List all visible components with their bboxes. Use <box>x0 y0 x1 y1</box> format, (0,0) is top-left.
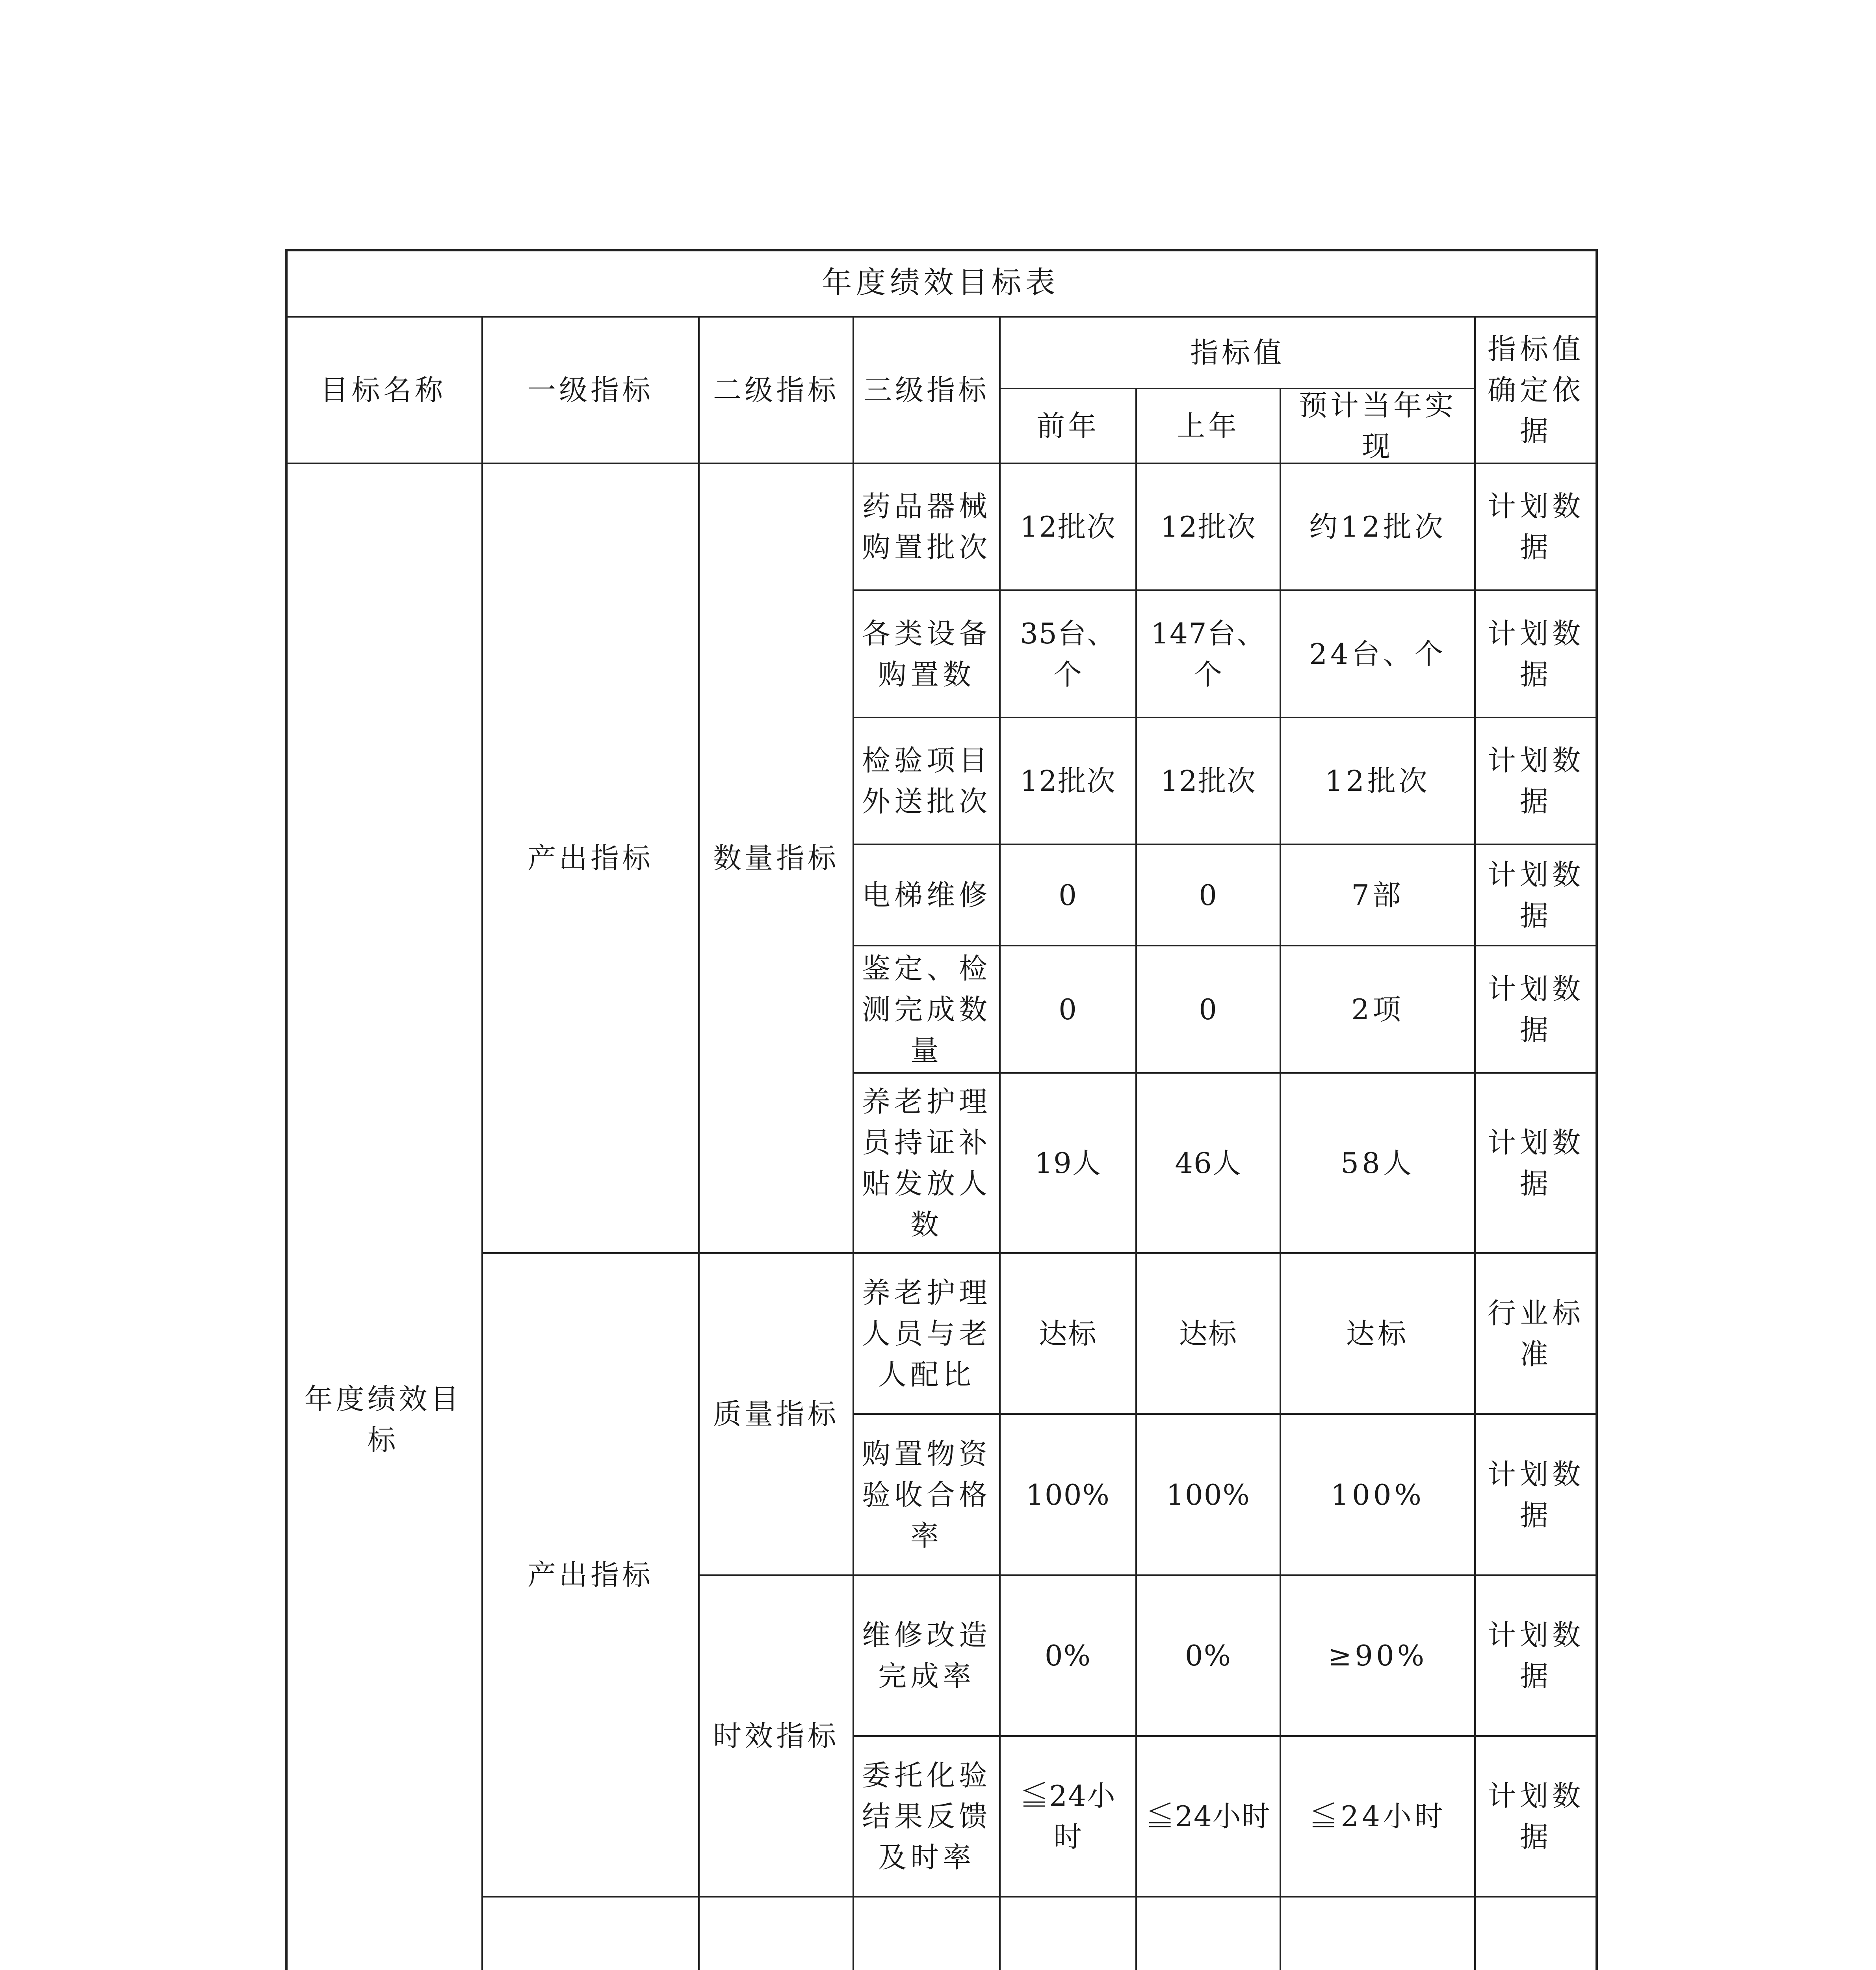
row-expected-value-cell <box>1281 464 1476 591</box>
row-prev-year-value-cell <box>1001 1737 1137 1898</box>
row-indicator-name: 各类设备购置数 <box>862 617 991 691</box>
performance-target-table <box>285 249 1598 1970</box>
row-basis-value: 计划数据 <box>1487 744 1584 818</box>
table-title: 年度绩效目标表 <box>822 265 1059 300</box>
row-indicator-name-cell <box>854 946 1001 1074</box>
row-prev-year-value: 0% <box>1044 1639 1092 1672</box>
header-last-year: 上年 <box>1137 389 1281 464</box>
row-expected-value-cell <box>1281 1737 1476 1898</box>
row-indicator-name-cell <box>854 845 1001 946</box>
row-expected-value: 7部 <box>1351 878 1404 912</box>
row-indicator-name: 电梯维修 <box>862 878 991 912</box>
row-expected-value: 12批次 <box>1325 764 1430 797</box>
row-last-year-value: 0 <box>1199 992 1218 1026</box>
header-indicator-value: 指标值 <box>1001 318 1476 389</box>
row-last-year-value-cell <box>1137 464 1281 591</box>
row-expected-value: 约12批次 <box>1309 510 1446 543</box>
row-basis-value-cell <box>1476 1737 1598 1898</box>
header-target-name: 目标名称 <box>285 318 483 464</box>
row-expected-value-cell <box>1281 946 1476 1074</box>
row-basis-value: 计划数据 <box>1487 1457 1584 1532</box>
row-basis-value-cell <box>1476 1576 1598 1737</box>
row-expected-value-cell <box>1281 591 1476 718</box>
row-last-year-value-cell <box>1137 1254 1281 1415</box>
level2-quantity: 数量指标 <box>700 464 854 1254</box>
row-expected-value: 100% <box>1331 1478 1425 1511</box>
row-last-year-value-cell <box>1137 1576 1281 1737</box>
row-expected-value: ≥90% <box>1328 1639 1428 1672</box>
row-prev-year-value: 达标 <box>1038 1317 1097 1350</box>
row-last-year-value-cell <box>1137 1898 1281 1970</box>
row-expected-value-cell <box>1281 1898 1476 1970</box>
row-prev-year-value-cell <box>1001 845 1137 946</box>
level2-social-benefit <box>700 1898 854 1970</box>
row-indicator-name: 鉴定、检测完成数量 <box>862 952 991 1067</box>
level1-output-a: 产出指标 <box>483 464 700 1254</box>
row-basis-value-cell <box>1476 718 1598 845</box>
row-last-year-value: 100% <box>1166 1478 1250 1511</box>
row-basis-value-cell <box>1476 1254 1598 1415</box>
row-last-year-value: 达标 <box>1179 1317 1237 1350</box>
row-last-year-value: ≦24小时 <box>1146 1800 1271 1833</box>
row-last-year-value: 0 <box>1199 878 1218 912</box>
row-last-year-value: 0% <box>1185 1639 1232 1672</box>
row-basis-value: 计划数据 <box>1487 1779 1584 1853</box>
row-prev-year-value-cell <box>1001 718 1137 845</box>
header-expected: 预计当年实现 <box>1281 389 1476 464</box>
row-indicator-name-cell <box>854 1576 1001 1737</box>
row-indicator-name-cell <box>854 1898 1001 1970</box>
row-indicator-name: 药品器械购置批次 <box>862 490 991 564</box>
level1-output-b: 产出指标 <box>483 1254 700 1898</box>
row-expected-value: 2项 <box>1351 992 1404 1026</box>
row-prev-year-value-cell <box>1001 1415 1137 1576</box>
row-indicator-name: 养老护理人员与老人配比 <box>862 1276 991 1391</box>
row-prev-year-value-cell <box>1001 464 1137 591</box>
row-basis-value-cell <box>1476 946 1598 1074</box>
row-last-year-value-cell <box>1137 1737 1281 1898</box>
row-indicator-name-cell <box>854 1074 1001 1254</box>
row-expected-value-cell <box>1281 1074 1476 1254</box>
row-last-year-value: 46人 <box>1175 1146 1242 1180</box>
row-basis-value-cell <box>1476 1074 1598 1254</box>
row-basis-value: 计划数据 <box>1487 972 1584 1046</box>
row-basis-value-cell <box>1476 591 1598 718</box>
row-expected-value-cell <box>1281 718 1476 845</box>
row-indicator-name: 检验项目外送批次 <box>862 744 991 818</box>
row-indicator-name: 委托化验结果反馈及时率 <box>862 1759 991 1874</box>
row-indicator-name-cell <box>854 591 1001 718</box>
row-prev-year-value: 12批次 <box>1020 510 1116 543</box>
row-prev-year-value: 0 <box>1059 878 1077 912</box>
row-expected-value: 58人 <box>1341 1146 1415 1180</box>
row-indicator-name-cell <box>854 718 1001 845</box>
row-last-year-value: 12批次 <box>1160 764 1256 797</box>
row-basis-value: 计划数据 <box>1487 490 1584 564</box>
row-expected-value: 24台、个 <box>1309 637 1446 671</box>
header-level2: 二级指标 <box>700 318 854 464</box>
row-expected-value-cell <box>1281 845 1476 946</box>
row-prev-year-value-cell <box>1001 1898 1137 1970</box>
row-basis-value-cell <box>1476 464 1598 591</box>
header-level1: 一级指标 <box>483 318 700 464</box>
row-expected-value: ≦24小时 <box>1309 1800 1446 1833</box>
row-indicator-name-cell <box>854 1254 1001 1415</box>
row-last-year-value: 12批次 <box>1160 510 1256 543</box>
row-basis-value: 计划数据 <box>1487 1619 1584 1693</box>
row-last-year-value-cell <box>1137 1415 1281 1576</box>
row-basis-value: 计划数据 <box>1487 858 1584 932</box>
row-basis-value-cell <box>1476 1898 1598 1970</box>
row-basis-value: 行业标准 <box>1487 1296 1584 1371</box>
row-prev-year-value: 35台、个 <box>1020 617 1116 691</box>
header-prev-year: 前年 <box>1001 389 1137 464</box>
row-prev-year-value: 100% <box>1026 1478 1110 1511</box>
target-name-cell: 年度绩效目标 <box>285 464 483 1970</box>
row-basis-value-cell <box>1476 1415 1598 1576</box>
row-expected-value-cell <box>1281 1576 1476 1737</box>
row-prev-year-value-cell <box>1001 1254 1137 1415</box>
row-prev-year-value-cell <box>1001 1576 1137 1737</box>
row-prev-year-value: ≦24小时 <box>1020 1779 1116 1853</box>
level1-benefit <box>483 1898 700 1970</box>
row-last-year-value-cell <box>1137 946 1281 1074</box>
row-last-year-value: 147台、个 <box>1151 617 1266 691</box>
row-last-year-value-cell <box>1137 845 1281 946</box>
row-indicator-name-cell <box>854 1737 1001 1898</box>
row-prev-year-value-cell <box>1001 946 1137 1074</box>
row-last-year-value-cell <box>1137 1074 1281 1254</box>
header-basis: 指标值确定依据 <box>1476 318 1598 464</box>
row-prev-year-value: 12批次 <box>1020 764 1116 797</box>
row-indicator-name: 购置物资验收合格率 <box>862 1437 991 1552</box>
row-indicator-name-cell <box>854 1415 1001 1576</box>
level2-timeliness: 时效指标 <box>700 1576 854 1898</box>
row-last-year-value-cell <box>1137 591 1281 718</box>
row-expected-value-cell <box>1281 1254 1476 1415</box>
row-prev-year-value: 19人 <box>1035 1146 1101 1180</box>
row-expected-value: 达标 <box>1346 1317 1409 1350</box>
row-basis-value: 计划数据 <box>1487 1126 1584 1200</box>
row-indicator-name: 维修改造完成率 <box>862 1619 991 1693</box>
row-basis-value: 计划数据 <box>1487 617 1584 691</box>
table-title-cell <box>285 249 1598 318</box>
row-prev-year-value: 0 <box>1059 992 1077 1026</box>
row-indicator-name: 养老护理员持证补贴发放人数 <box>862 1085 991 1241</box>
header-level3: 三级指标 <box>854 318 1001 464</box>
row-last-year-value-cell <box>1137 718 1281 845</box>
level2-quality: 质量指标 <box>700 1254 854 1576</box>
row-indicator-name-cell <box>854 464 1001 591</box>
row-basis-value-cell <box>1476 845 1598 946</box>
row-prev-year-value-cell <box>1001 1074 1137 1254</box>
row-expected-value-cell <box>1281 1415 1476 1576</box>
row-prev-year-value-cell <box>1001 591 1137 718</box>
